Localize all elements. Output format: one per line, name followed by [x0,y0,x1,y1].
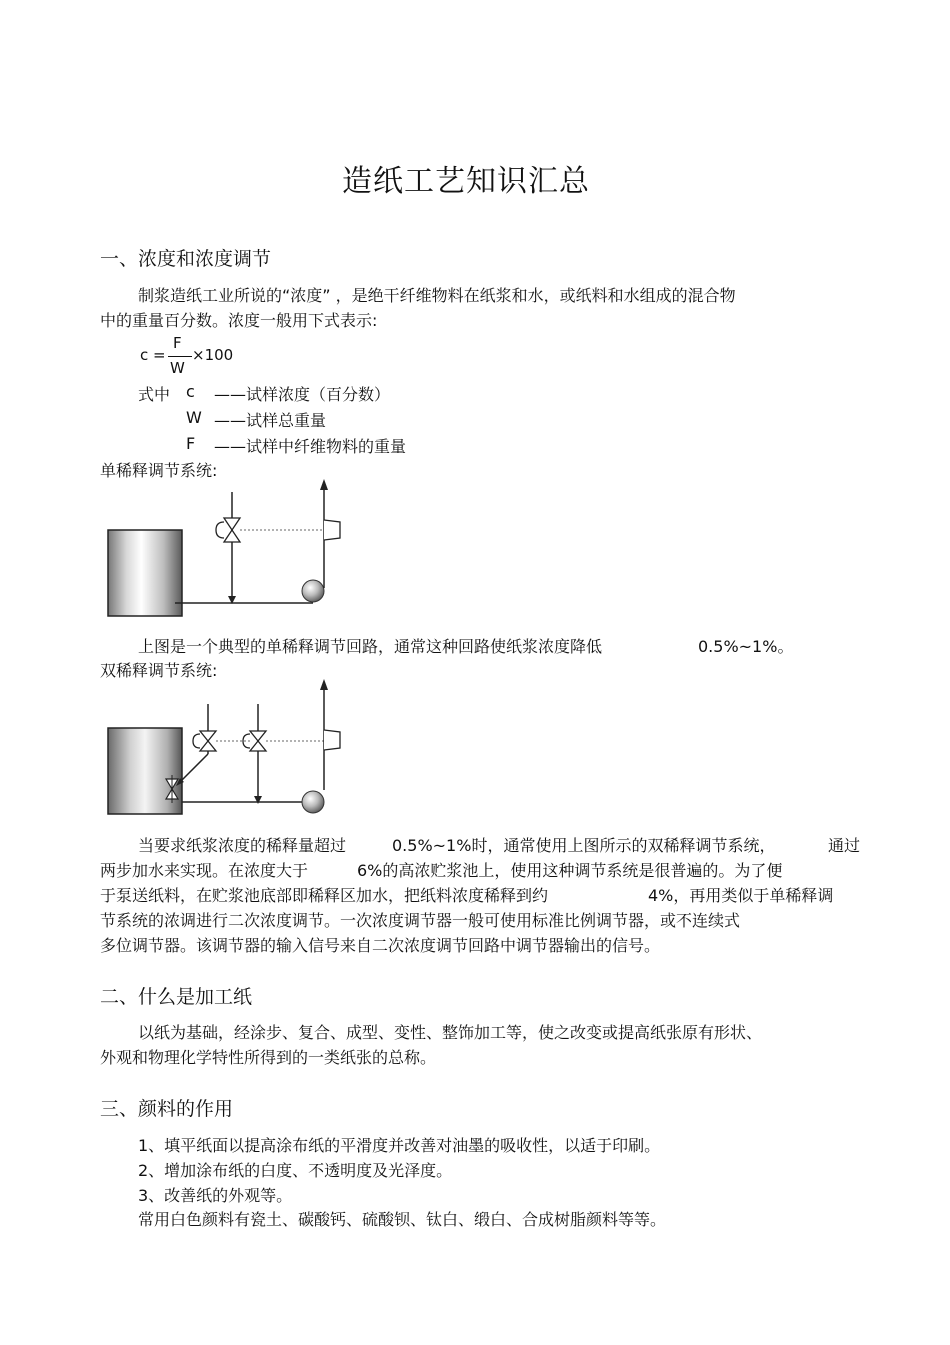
high-consistency-tank [108,728,182,814]
formula-lhs: c = [140,346,166,364]
paragraph-line: 中的重量百分数。浓度一般用下式表示: [100,311,378,330]
list-item: 2、增加涂布纸的白度、不透明度及光泽度。 [138,1161,453,1180]
valve-icon [224,518,240,530]
pump-icon [302,791,324,813]
sensor-icon [324,730,340,750]
list-item: 3、改善纸的外观等。 [138,1186,293,1205]
section-heading-pigments: 三、颜料的作用 [100,1098,234,1120]
valve-icon [166,779,178,789]
paragraph-line: 节系统的浓调进行二次浓度调节。一次浓度调节器一般可使用标准比例调节器，或不连续式 [100,911,741,930]
paragraph-line: 制浆造纸工业所说的“浓度” ，是绝干纤维物料在纸浆和水，或纸料和水组成的混合物 [138,286,736,305]
single-dilution-label: 单稀释调节系统: [100,461,218,480]
legend-description: ——试样总重量 [214,411,327,430]
valve-icon [250,731,266,741]
paragraph-line: 通过 [828,836,861,855]
legend-description: ——试样浓度（百分数） [214,385,391,404]
paragraph-line: 以纸为基础，经涂步、复合、成型、变性、整饰加工等，使之改变或提高纸张原有形状、 [138,1023,763,1042]
paragraph-line: 4%，再用类似于单稀释调 [648,886,834,905]
page-title: 造纸工艺知识汇总 [342,164,590,199]
legend-prefix: 式中 [138,385,171,404]
section-heading-concentration: 一、浓度和浓度调节 [100,248,272,270]
legend-symbol: F [186,434,196,453]
single-caption-value: 0.5%~1%。 [698,637,794,656]
paragraph-line: 外观和物理化学特性所得到的一类纸张的总称。 [100,1048,437,1067]
paragraph-line: 常用白色颜料有瓷土、碳酸钙、硫酸钡、钛白、缎白、合成树脂颜料等等。 [138,1210,667,1229]
valve-icon [200,731,216,741]
section-heading-processed-paper: 二、什么是加工纸 [100,986,253,1008]
paragraph-line: 当要求纸浆浓度的稀释量超过 [138,836,347,855]
legend-description: ——试样中纤维物料的重量 [214,437,407,456]
paragraph-line: 0.5%~1%时，通常使用上图所示的双稀释调节系统， [392,836,776,855]
fraction-bar [168,356,192,357]
formula-numerator: F [173,334,182,352]
legend-symbol: W [186,408,202,427]
paragraph-line: 6%的高浓贮浆池上，使用这种调节系统是很普遍的。为了便 [357,861,783,880]
pump-icon [302,580,324,602]
paragraph-line: 多位调节器。该调节器的输入信号来自二次浓度调节回路中调节器输出的信号。 [100,936,661,955]
formula-rhs: ×100 [192,346,234,364]
list-item: 1、填平纸面以提高涂布纸的平滑度并改善对油墨的吸收性，以适于印刷。 [138,1136,661,1155]
stock-tank [108,530,182,616]
double-dilution-label: 双稀释调节系统: [100,661,218,680]
legend-symbol: c [186,382,195,401]
paragraph-line: 两步加水来实现。在浓度大于 [100,861,309,880]
sensor-icon [324,520,340,540]
formula-denominator: W [170,359,185,377]
paragraph-line: 于泵送纸料，在贮浆池底部即稀释区加水，把纸料浓度稀释到约 [100,886,549,905]
single-caption: 上图是一个典型的单稀释调节回路，通常这种回路使纸浆浓度降低 [138,637,603,656]
